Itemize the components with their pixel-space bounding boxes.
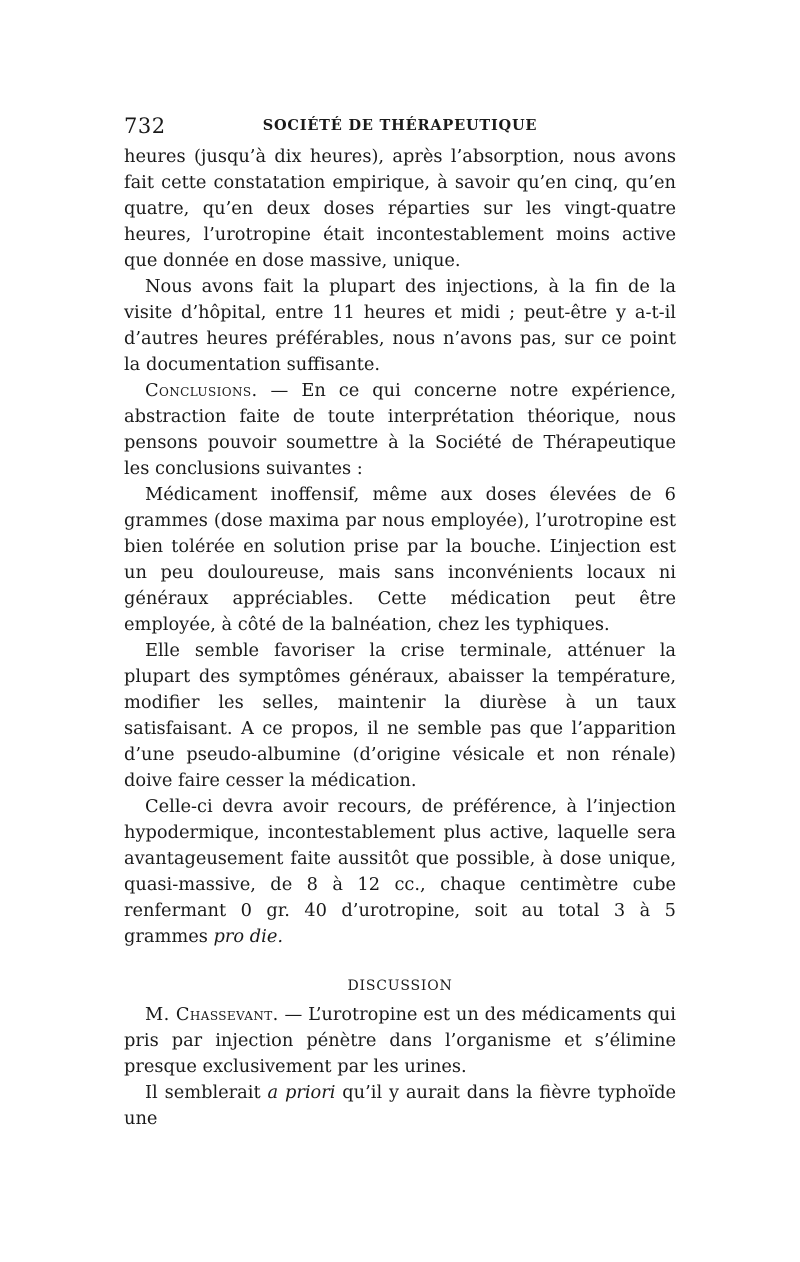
page-header [124, 114, 676, 144]
paragraph-conclusions [124, 378, 676, 482]
conclusions-text: — En ce qui concerne notre expérience, abstraction faite de toute interprétation théorique, nous pensons pouvoir soumettre à la Société de Thérapeutique les conclusions suivantes : [124, 380, 676, 479]
running-title: SOCIÉTÉ DE THÉRAPEUTIQUE [262, 117, 538, 134]
hypodermique-text: Celle-ci devra avoir recours, de préférence, à l’injection hypodermique, incontestablement plus active, laquelle sera avantageusement faite aussitôt que possible, à dose unique, quasi-massive, de 8 à 12 cc., chaque centimètre cube renfermant 0 gr. 40 d’urotropine, soit au total 3 à 5 grammes [124, 796, 676, 947]
paragraph-crise: Elle semble favoriser la crise terminale, atténuer la plupart des symptômes généraux, abaisser la température, modifier les selles, maintenir la diurèse à un taux satisfaisant. A ce propos, il ne semble pas que l’apparition d’une pseudo-albumine (d’origine vésicale et non rénale) doive faire cesser la médication. [124, 640, 676, 791]
paragraph-injections: Nous avons fait la plupart des injections, à la fin de la visite d’hôpital, entre 11 heures et midi ; peut-être y a-t-il d’autres heures préférables, nous n’avons pas, sur ce point la documentation suffisante. [124, 276, 676, 375]
section-title-discussion: DISCUSSION [347, 978, 453, 994]
a-priori-italic: a priori [267, 1082, 336, 1103]
book-page [124, 114, 676, 1132]
pro-die-italic: pro die. [213, 926, 283, 947]
paragraph-medicament: Médicament inoffensif, même aux doses élevées de 6 grammes (dose maxima par nous employée), l’urotropine est bien tolérée en solution prise par la bouche. L’injection est un peu douloureuse, mais sans inconvénients locaux ni généraux appréciables. Cette médication peut être employée, à côté de la balnéation, chez les typhiques. [124, 484, 676, 635]
page-number: 732 [124, 114, 166, 138]
chassevant-text: — L’urotropine est un des médicaments qui pris par injection pénètre dans l’organisme et s’élimine presque exclusivement par les urines. [124, 1004, 676, 1077]
a-priori-text-end: qu’il y aurait dans la fièvre typhoïde une [124, 1082, 676, 1129]
conclusions-label: Conclusions. [145, 380, 258, 401]
paragraph-a-priori [124, 1080, 676, 1132]
a-priori-text-start: Il semblerait [145, 1082, 268, 1103]
speaker-name: M. Chassevant. [145, 1004, 279, 1025]
paragraph-injection-hypodermique [124, 794, 676, 950]
paragraph-chassevant [124, 1002, 676, 1080]
paragraph-continuation: heures (jusqu’à dix heures), après l’absorption, nous avons fait cette constatation empirique, à savoir qu’en cinq, qu’en quatre, qu’en deux doses réparties sur les vingt-quatre heures, l’urotropine était incontestablement moins active que donnée en dose massive, unique. [124, 146, 676, 271]
